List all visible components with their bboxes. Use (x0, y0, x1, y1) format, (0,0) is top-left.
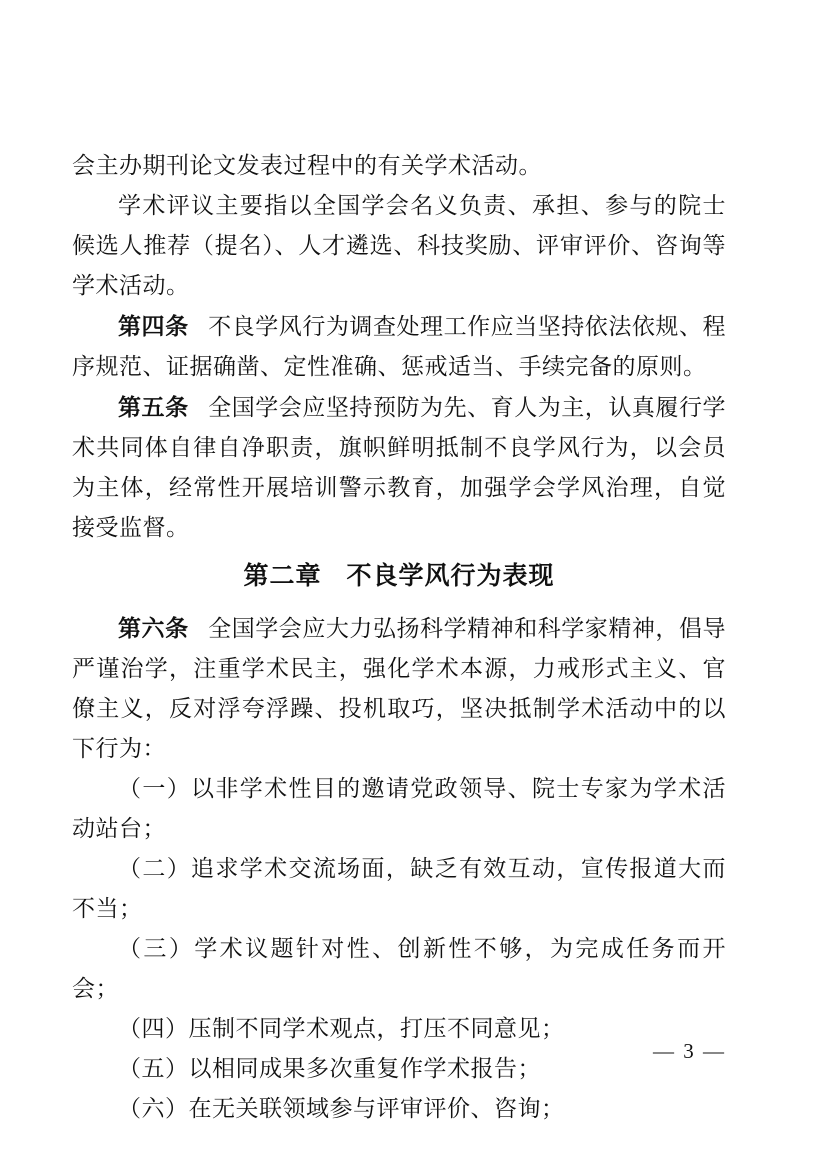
list-item-5: （五）以相同成果多次重复作学术报告； (118, 1056, 541, 1081)
chapter-2-title: 不良学风行为表现 (346, 562, 555, 590)
article-5 (72, 387, 726, 548)
article-4-lead: 第四条 (118, 313, 189, 339)
list-item-4: （四）压制不同学术观点，打压不同意见； (118, 1016, 565, 1041)
chapter-2-heading (72, 556, 726, 596)
article-6-lead: 第六条 (118, 615, 189, 641)
chapter-2-label: 第二章 (243, 562, 322, 590)
list-item-3: （三）学术议题针对性、创新性不够，为完成任务而开会； (72, 936, 726, 1001)
document-body (72, 146, 726, 1129)
article-5-body: 全国学会应坚持预防为先、育人为主，认真履行学术共同体自律自净职责，旗帜鲜明抵制不良学风行为，以会员为主体，经常性开展培训警示教育，加强学会学风治理，自觉接受监督。 (72, 395, 727, 540)
list-item-6: （六）在无关联领域参与评审评价、咨询； (118, 1096, 565, 1121)
paragraph-academic-review: 学术评议主要指以全国学会名义负责、承担、参与的院士候选人推荐（提名）、人才遴选、科技奖励、评审评价、咨询等学术活动。 (72, 193, 726, 298)
article-5-lead: 第五条 (118, 394, 189, 420)
paragraph-continuation: 会主办期刊论文发表过程中的有关学术活动。 (72, 153, 542, 178)
article-4-body: 不良学风行为调查处理工作应当坚持依法依规、程序规范、证据确凿、定性准确、惩戒适当、手续完备的原则。 (72, 314, 727, 379)
list-item-2: （二）追求学术交流场面，缺乏有效互动，宣传报道大而不当； (72, 856, 726, 921)
article-4 (72, 306, 726, 387)
article-6-body: 全国学会应大力弘扬科学精神和科学家精神，倡导严谨治学，注重学术民主，强化学术本源，力戒形式主义、官僚主义，反对浮夸浮躁、投机取巧，坚决抵制学术活动中的以下行为： (72, 616, 727, 761)
list-item-1: （一）以非学术性目的邀请党政领导、院士专家为学术活动站台； (72, 776, 726, 841)
page-number: — 3 — (653, 1039, 726, 1063)
article-6 (72, 608, 726, 769)
